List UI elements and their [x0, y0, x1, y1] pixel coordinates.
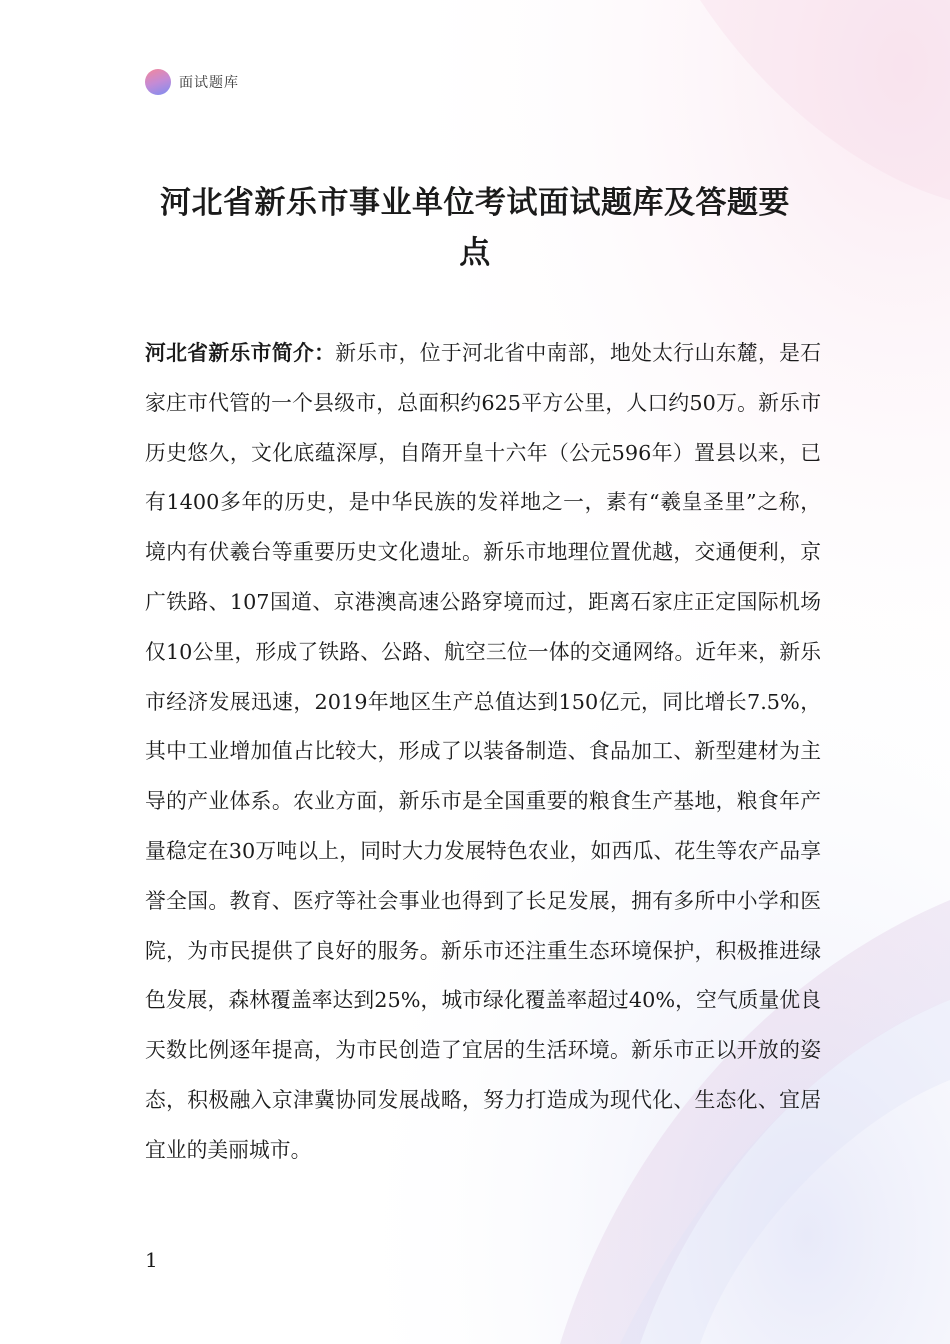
intro-text: 新乐市，位于河北省中南部，地处太行山东麓，是石家庄市代管的一个县级市，总面积约625平方公里，人口约50万。新乐市历史悠久，文化底蕴深厚，自隋开皇十六年（公元596年）置县以来，已有1400多年的历史，是中华民族的发祥地之一，素有“羲皇圣里”之称，境内有伏羲台等重要历史文化遗址。新乐市地理位置优越，交通便利，京广铁路、107国道、京港澳高速公路穿境而过，距离石家庄正定国际机场仅10公里，形成了铁路、公路、航空三位一体的交通网络。近年来，新乐市经济发展迅速，2019年地区生产总值达到150亿元，同比增长7.5%，其中工业增加值占比较大，形成了以装备制造、食品加工、新型建材为主导的产业体系。农业方面，新乐市是全国重要的粮食生产基地，粮食年产量稳定在30万吨以上，同时大力发展特色农业，如西瓜、花生等农产品享誉全国。教育、医疗等社会事业也得到了长足发展，拥有多所中小学和医院，为市民提供了良好的服务。新乐市还注重生态环境保护，积极推进绿色发展，森林覆盖率达到25%，城市绿化覆盖率超过40%，空气质量优良天数比例逐年提高，为市民创造了宜居的生活环境。新乐市正以开放的姿态，积极融入京津冀协同发展战略，努力打造成为现代化、生态化、宜居宜业的美丽城市。 [145, 341, 822, 1162]
header-label: 面试题库 [179, 75, 239, 91]
logo-icon [145, 69, 171, 95]
intro-paragraph [145, 329, 821, 1176]
intro-label: 河北省新乐市简介： [145, 341, 336, 365]
document-title: 河北省新乐市事业单位考试面试题库及答题要点 [160, 185, 790, 271]
page-number: 1 [145, 1248, 158, 1272]
header [145, 68, 239, 96]
